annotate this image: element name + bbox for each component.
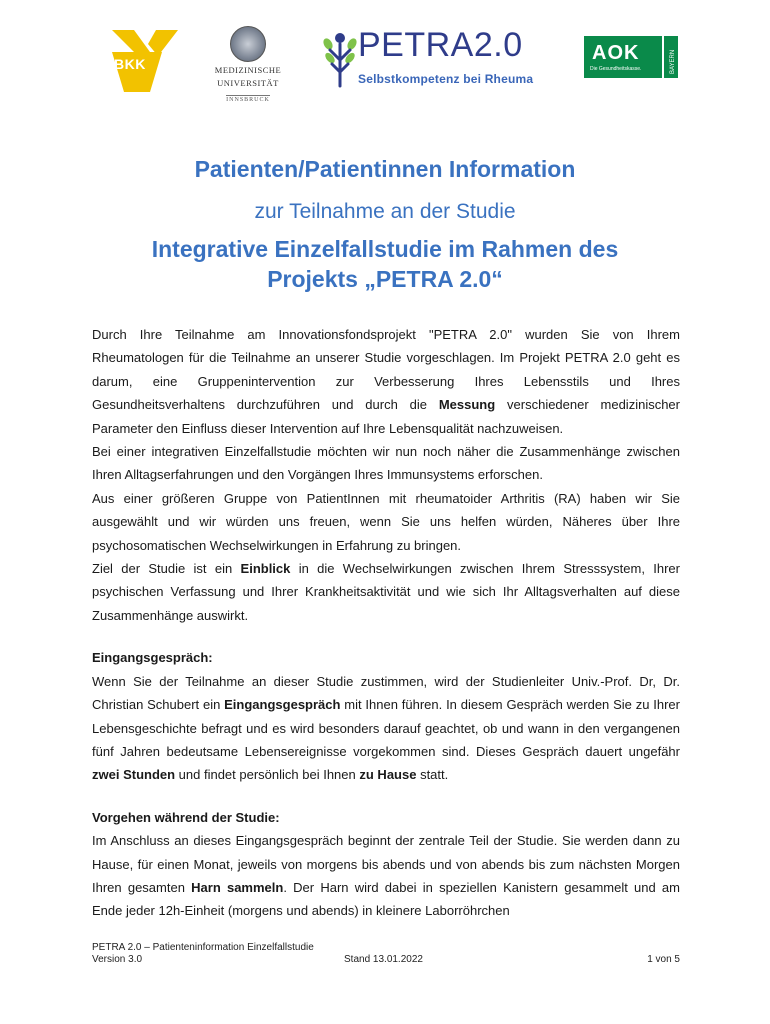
document-subtitle: zur Teilnahme an der Studie	[254, 200, 516, 223]
section-bold: zwei Stunden	[92, 767, 176, 783]
footer-document-name: PETRA 2.0 – Patienteninformation Einzelfallstudie	[92, 942, 314, 953]
section-text: Im Anschluss an dieses Eingangsgespräch beginnt der zentrale Teil der Studie. Sie werden dann zu Hause, für einen Monat, jeweils von morgens bis abends und von abends bis zum nächsten Morgen Ihren gesamten	[92, 833, 680, 895]
footer-date: Stand 13.01.2022	[344, 954, 423, 965]
intro-paragraph-1	[92, 323, 680, 440]
aok-logo-tagline: Die Gesundheitskasse.	[590, 66, 642, 72]
university-name-line1: MEDIZINISCHE	[214, 65, 282, 75]
intro-bold-measurement: Messung	[438, 397, 496, 413]
intro-bold-insight: Einblick	[240, 561, 291, 577]
section-text: mit Ihnen führen. In diesem Gespräch werden Sie zu Ihrer Lebensgeschichte befragt und es wird besonders darauf geachtet, ob und wann in den vergangenen fünf Jahren bedeutsame Lebensereignisse vorgekommen sind. Dieses Gespräch dauert ungefähr	[92, 697, 680, 759]
intro-paragraph-3: Aus einer größeren Gruppe von PatientInnen mit rheumatoider Arthritis (RA) haben wir Sie ausgewählt und wir würden uns freuen, wenn Sie uns helfen würden, Näheres über Ihre psychosomatischen Wechselwirkungen in Erfahrung zu bringen.	[92, 490, 680, 553]
section-heading: Vorgehen während der Studie:	[92, 809, 280, 825]
section-bold: zu Hause	[359, 767, 417, 783]
footer-version: Version 3.0	[92, 954, 143, 965]
document-title: Patienten/Patientinnen Information	[194, 156, 576, 182]
aok-logo-side	[664, 36, 678, 78]
petra-logo-title: PETRA2.0	[358, 26, 523, 64]
university-name-line3: INNSBRUCK	[226, 97, 270, 103]
footer-left	[92, 942, 314, 966]
svg-text:BAYERN: BAYERN	[670, 49, 676, 74]
section-text: . Der Harn wird dabei in speziellen Kanistern gesammelt und am Ende jeder 12h-Einheit (morgens und abends) in kleinere Laborröhrchen	[92, 879, 680, 919]
logo-bar	[0, 26, 770, 106]
aok-side-text	[664, 36, 678, 78]
aok-logo-text: AOK	[592, 42, 640, 64]
section-text: und findet persönlich bei Ihnen	[175, 767, 360, 783]
section-bold: Eingangsgespräch	[224, 697, 341, 713]
section-heading: Eingangsgespräch:	[92, 650, 213, 666]
section-text: statt.	[416, 767, 449, 783]
section-text: Wenn Sie der Teilnahme an dieser Studie zustimmen, wird der Studienleiter Univ.-Prof. Dr, Dr. Christian Schubert ein	[92, 673, 680, 713]
petra-logo	[322, 26, 552, 106]
section-paragraph	[92, 829, 680, 923]
intro-text: Durch Ihre Teilnahme am Innovationsfondsprojekt "PETRA 2.0" wurden Sie von Ihrem Rheumatologen für die Teilnahme an unserer Studie vorgeschlagen. Im Projekt PETRA 2.0 geht es darum, eine Gruppenintervention zur Verbesserung Ihres Lebensstils und Ihres Gesundheitsverhaltens durchzuführen und durch die	[92, 327, 680, 413]
section-vorgehen	[92, 806, 680, 923]
intro-text: verschiedener medizinischer Parameter den Einfluss dieser Intervention auf Ihre Lebensqualität nachzuweisen.	[92, 397, 680, 436]
university-seal-icon	[230, 26, 266, 62]
aok-logo	[584, 36, 679, 86]
aok-logo-box	[584, 36, 662, 78]
document-body	[92, 323, 680, 923]
university-name-line2: UNIVERSITÄT	[217, 78, 279, 88]
intro-paragraph-4	[92, 557, 680, 627]
study-title	[60, 234, 710, 294]
petra-tree-icon	[322, 30, 358, 90]
footer-page-number: 1 von 5	[647, 954, 680, 965]
section-paragraph	[92, 670, 680, 787]
intro-text: Ziel der Studie ist ein	[92, 561, 241, 577]
bkk-logo	[112, 30, 178, 92]
intro-text: in die Wechselwirkungen zwischen Ihrem Stresssystem, Ihrer psychischen Verfassung und Ihrer Krankheitsaktivität und wie sich Ihr Alltagsverhalten auf diese Zusammenhänge auswirkt.	[92, 561, 680, 623]
intro-paragraph-2: Bei einer integrativen Einzelfallstudie möchten wir nun noch näher die Zusammenhänge zwischen Ihren Alltagserfahrungen und den Vorgängen Ihres Immunsystems erforschen.	[92, 444, 680, 483]
section-bold: Harn sammeln	[191, 879, 284, 895]
study-title-line2: Projekts „PETRA 2.0“	[267, 266, 503, 292]
bkk-logo-text: BKK	[114, 56, 146, 72]
medical-university-logo	[206, 26, 290, 103]
study-title-line1: Integrative Einzelfallstudie im Rahmen des	[151, 236, 619, 262]
section-eingangsgespraech	[92, 646, 680, 786]
petra-logo-subtitle: Selbstkompetenz bei Rheuma	[358, 72, 534, 86]
